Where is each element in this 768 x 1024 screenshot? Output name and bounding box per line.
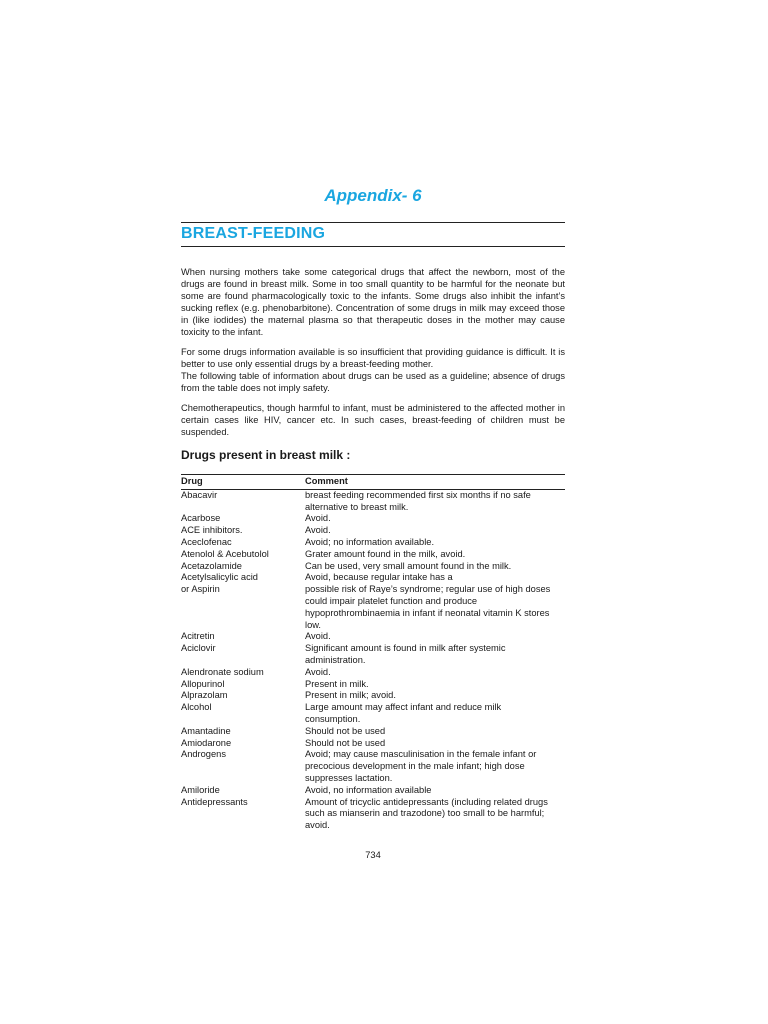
comment-cell: Avoid.: [305, 513, 331, 524]
comment-cell: Large amount may affect infant and reduce milk consumption.: [305, 702, 502, 724]
drug-cell: Antidepressants: [181, 796, 248, 807]
drug-cell: Amiodarone: [181, 737, 232, 748]
intro-paragraph-2a: For some drugs information available is so insufficient that providing guidance is difficult. It is better to use only essential drugs by a breast-feeding mother.: [181, 347, 565, 369]
comment-cell: Avoid.: [305, 631, 331, 642]
comment-cell: Should not be used: [305, 725, 386, 736]
comment-cell: Should not be used: [305, 737, 386, 748]
table-row: [181, 679, 565, 691]
drug-cell: Aceclofenac: [181, 536, 232, 547]
intro-text: [181, 266, 565, 446]
table-heading: Drugs present in breast milk :: [181, 448, 351, 462]
drug-cell: Aciclovir: [181, 643, 216, 654]
drug-cell: Amiloride: [181, 784, 220, 795]
drug-cell: Alprazolam: [181, 690, 228, 701]
comment-cell: Avoid.: [305, 525, 331, 536]
comment-cell: Present in milk.: [305, 678, 369, 689]
intro-paragraph-2b: The following table of information about drugs can be used as a guideline; absence of drugs from the table does not imply safety.: [181, 371, 565, 393]
section-top-rule: [181, 222, 565, 223]
table-row: [181, 513, 565, 525]
table-row: [181, 690, 565, 702]
table-row: [181, 572, 565, 631]
drug-cell: Acetazolamide: [181, 560, 242, 571]
drug-cell: ACE inhibitors.: [181, 525, 243, 536]
table-row: [181, 785, 565, 797]
drug-cell: Amantadine: [181, 725, 231, 736]
table-row: [181, 738, 565, 750]
table-row: [181, 749, 565, 784]
intro-paragraph-3: Chemotherapeutics, though harmful to infant, must be administered to the affected mother in certain cases like HIV, cancer etc. In such cases, breast-feeding of children must be suspended.: [181, 403, 565, 437]
comment-cell: Avoid, no information available: [305, 784, 432, 795]
drug-cell: Alcohol: [181, 702, 212, 713]
appendix-title: Appendix- 6: [324, 186, 422, 205]
drug-cell: Abacavir: [181, 489, 218, 500]
drug-table: [181, 474, 565, 832]
intro-paragraph-1: When nursing mothers take some categorical drugs that affect the newborn, most of the drugs are found in breast milk. Some in too small quantity to be harmful for the neonate but some are found pharmacologically toxic to the infants. Some drugs also inhibit the infant’s sucking reflex (e.g. phenobarbitone). Concentration of some drugs in milk may exceed those in (like iodides) the maternal plasma so that therapeutic doses in the mother may cause toxicity to the infant.: [181, 267, 565, 337]
table-row: [181, 667, 565, 679]
table-row: [181, 643, 565, 667]
comment-cell: Grater amount found in the milk, avoid.: [305, 548, 466, 559]
comment-cell: Significant amount is found in milk after systemic administration.: [305, 643, 506, 665]
comment-cell: Avoid.: [305, 666, 331, 677]
section-title: BREAST-FEEDING: [181, 225, 326, 242]
comment-cell: Avoid; may cause masculinisation in the female infant or precocious development in the male infant; high dose suppresses lactation.: [305, 749, 537, 783]
comment-cell: breast feeding recommended first six months if no safe alternative to breast milk.: [305, 489, 531, 512]
comment-cell: Avoid, because regular intake has a possible risk of Raye’s syndrome; regular use of high doses could impair platelet function and produce hypoprothrombinaemia in infant if neonatal vitamin K stores low.: [305, 572, 551, 630]
table-row: [181, 537, 565, 549]
comment-cell: Avoid; no information available.: [305, 536, 435, 547]
table-row: [181, 490, 565, 514]
table-row: [181, 631, 565, 643]
drug-cell: Acetylsalicylic acid or Aspirin: [181, 572, 258, 595]
column-header-drug: Drug: [181, 476, 203, 486]
table-row: [181, 726, 565, 738]
column-header-comment: Comment: [305, 476, 348, 486]
table-row: [181, 549, 565, 561]
drug-cell: Acitretin: [181, 631, 215, 642]
comment-cell: Amount of tricyclic antidepressants (including related drugs such as mianserin and trazodone) too small to be harmful; avoid.: [305, 796, 548, 831]
comment-cell: Present in milk; avoid.: [305, 690, 396, 701]
drug-cell: Alendronate sodium: [181, 666, 264, 677]
table-body: [181, 490, 565, 832]
section-bottom-rule: [181, 246, 565, 247]
table-row: [181, 561, 565, 573]
table-row: [181, 702, 565, 726]
drug-cell: Allopurinol: [181, 678, 225, 689]
drug-cell: Androgens: [181, 749, 226, 760]
page-number: 734: [365, 850, 381, 860]
table-row: [181, 525, 565, 537]
table-row: [181, 797, 565, 832]
drug-cell: Atenolol & Acebutolol: [181, 548, 269, 559]
comment-cell: Can be used, very small amount found in the milk.: [305, 560, 512, 571]
table-header-row: [181, 474, 565, 490]
drug-cell: Acarbose: [181, 513, 221, 524]
